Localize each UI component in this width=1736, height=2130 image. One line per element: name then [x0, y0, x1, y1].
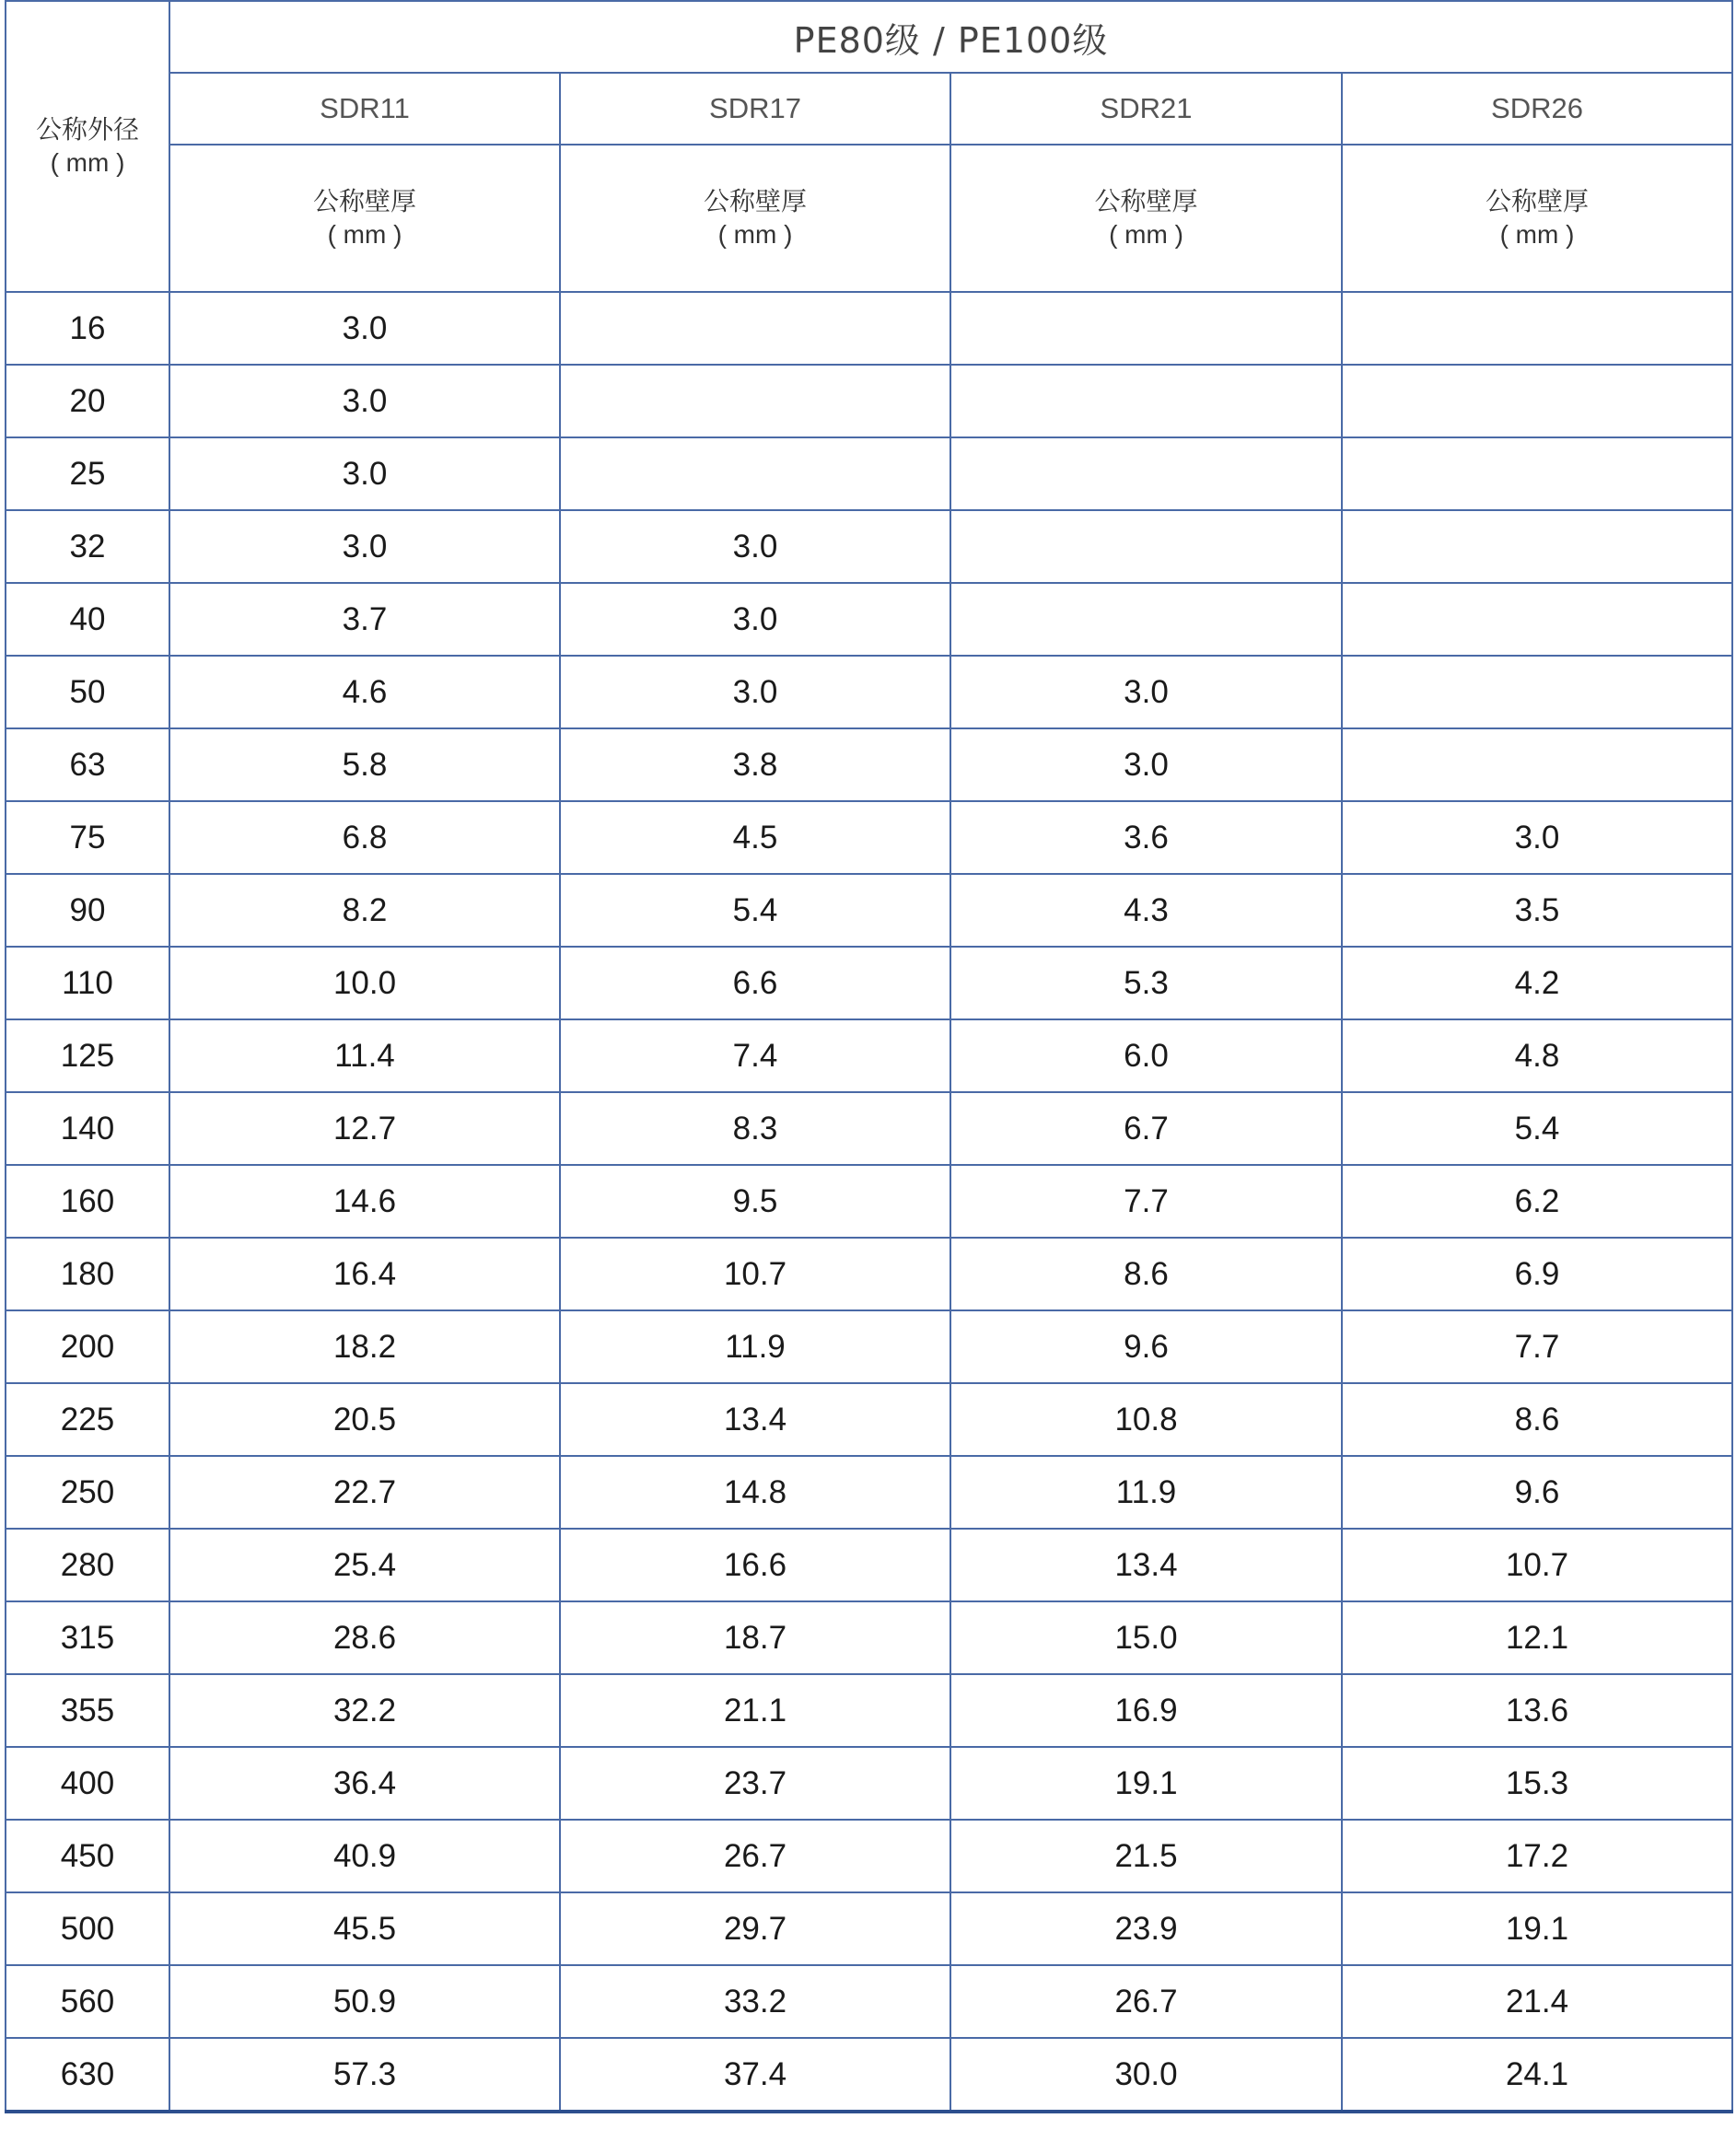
wall-thickness-cell: 18.7	[560, 1601, 950, 1674]
wall-thickness-cell: 4.3	[950, 874, 1342, 947]
wall-thickness-cell: 12.7	[169, 1092, 560, 1165]
table-row	[6, 510, 1732, 583]
wall-thickness-cell: 33.2	[560, 1965, 950, 2038]
table-row	[6, 1747, 1732, 1820]
table-row	[6, 874, 1732, 947]
wall-thickness-cell	[560, 292, 950, 365]
table-row	[6, 1383, 1732, 1456]
wall-thickness-cell: 57.3	[169, 2038, 560, 2112]
wall-thickness-cell: 6.7	[950, 1092, 1342, 1165]
wall-thickness-cell: 6.0	[950, 1019, 1342, 1092]
wall-thickness-cell	[1342, 728, 1732, 801]
nominal-diameter-cell: 450	[6, 1820, 169, 1892]
nominal-diameter-cell: 40	[6, 583, 169, 656]
nominal-diameter-cell: 32	[6, 510, 169, 583]
table-row	[6, 1019, 1732, 1092]
nominal-diameter-cell: 280	[6, 1529, 169, 1601]
wall-thickness-cell	[950, 510, 1342, 583]
nominal-diameter-cell: 63	[6, 728, 169, 801]
wall-thickness-cell: 16.6	[560, 1529, 950, 1601]
nominal-diameter-cell: 140	[6, 1092, 169, 1165]
wall-thickness-cell: 3.0	[169, 365, 560, 437]
wall-thickness-cell: 10.8	[950, 1383, 1342, 1456]
table-row	[6, 365, 1732, 437]
wall-thickness-cell: 20.5	[169, 1383, 560, 1456]
wall-thickness-cell: 19.1	[1342, 1892, 1732, 1965]
pipe-spec-table	[5, 0, 1733, 2113]
wall-thickness-cell: 5.4	[1342, 1092, 1732, 1165]
nominal-diameter-cell: 560	[6, 1965, 169, 2038]
wall-thickness-cell	[1342, 437, 1732, 510]
wall-thickness-cell: 18.2	[169, 1310, 560, 1383]
wall-thickness-cell: 21.1	[560, 1674, 950, 1747]
wall-thickness-cell: 19.1	[950, 1747, 1342, 1820]
wall-thickness-cell: 14.8	[560, 1456, 950, 1529]
wall-thickness-cell	[950, 583, 1342, 656]
wall-thickness-cell: 36.4	[169, 1747, 560, 1820]
table-row	[6, 1820, 1732, 1892]
table-row	[6, 947, 1732, 1019]
wall-thickness-cell: 10.7	[560, 1238, 950, 1310]
wall-thickness-cell: 3.0	[560, 583, 950, 656]
wall-thickness-cell: 7.7	[950, 1165, 1342, 1238]
table-row	[6, 1238, 1732, 1310]
wall-thickness-cell: 3.7	[169, 583, 560, 656]
wall-thickness-cell: 14.6	[169, 1165, 560, 1238]
table-row	[6, 2038, 1732, 2112]
wall-thickness-cell: 7.4	[560, 1019, 950, 1092]
wall-thickness-cell: 8.6	[1342, 1383, 1732, 1456]
wall-thickness-cell	[950, 365, 1342, 437]
wall-thickness-cell: 11.4	[169, 1019, 560, 1092]
sdr-header: SDR17	[560, 73, 950, 145]
table-row	[6, 1674, 1732, 1747]
nominal-diameter-cell: 250	[6, 1456, 169, 1529]
nominal-diameter-cell: 110	[6, 947, 169, 1019]
nominal-diameter-cell: 16	[6, 292, 169, 365]
material-grade-header: PE80级 / PE100级	[169, 1, 1732, 73]
nominal-diameter-label: 公称外径	[35, 114, 139, 145]
wall-thickness-unit: ( mm )	[1109, 220, 1183, 249]
table-row	[6, 1310, 1732, 1383]
wall-thickness-cell: 5.4	[560, 874, 950, 947]
wall-thickness-cell: 12.1	[1342, 1601, 1732, 1674]
wall-thickness-cell: 4.2	[1342, 947, 1732, 1019]
wall-thickness-cell	[950, 437, 1342, 510]
nominal-diameter-cell: 25	[6, 437, 169, 510]
wall-thickness-cell: 32.2	[169, 1674, 560, 1747]
wall-thickness-cell: 5.3	[950, 947, 1342, 1019]
table-row	[6, 1965, 1732, 2038]
wall-thickness-cell: 9.6	[950, 1310, 1342, 1383]
wall-thickness-cell: 3.0	[950, 656, 1342, 728]
wall-thickness-cell: 3.0	[169, 292, 560, 365]
wall-thickness-cell: 21.4	[1342, 1965, 1732, 2038]
wall-thickness-cell: 28.6	[169, 1601, 560, 1674]
wall-thickness-cell: 8.3	[560, 1092, 950, 1165]
wall-thickness-cell: 10.7	[1342, 1529, 1732, 1601]
wall-thickness-cell: 3.0	[169, 510, 560, 583]
wall-thickness-cell: 3.0	[560, 510, 950, 583]
wall-thickness-cell: 29.7	[560, 1892, 950, 1965]
wall-thickness-cell: 5.8	[169, 728, 560, 801]
wall-thickness-cell: 13.6	[1342, 1674, 1732, 1747]
wall-thickness-cell: 4.5	[560, 801, 950, 874]
wall-thickness-unit: ( mm )	[1499, 220, 1575, 249]
nominal-diameter-cell: 90	[6, 874, 169, 947]
wall-thickness-cell	[950, 292, 1342, 365]
table-row	[6, 728, 1732, 801]
table-row	[6, 437, 1732, 510]
wall-thickness-unit: ( mm )	[327, 220, 402, 249]
wall-thickness-cell	[560, 437, 950, 510]
wall-thickness-cell: 25.4	[169, 1529, 560, 1601]
wall-thickness-cell: 4.6	[169, 656, 560, 728]
wall-thickness-cell: 26.7	[950, 1965, 1342, 2038]
wall-thickness-cell: 50.9	[169, 1965, 560, 2038]
table-row	[6, 1892, 1732, 1965]
wall-thickness-cell: 40.9	[169, 1820, 560, 1892]
wall-thickness-cell: 11.9	[950, 1456, 1342, 1529]
wall-thickness-label: 公称壁厚	[1094, 186, 1198, 216]
nominal-diameter-header	[6, 1, 169, 292]
wall-thickness-cell	[1342, 292, 1732, 365]
wall-thickness-cell: 23.9	[950, 1892, 1342, 1965]
wall-thickness-unit: ( mm )	[717, 220, 793, 249]
nominal-diameter-cell: 355	[6, 1674, 169, 1747]
spec-table-container	[5, 0, 1731, 2113]
wall-thickness-cell: 13.4	[560, 1383, 950, 1456]
table-row	[6, 1092, 1732, 1165]
wall-thickness-cell: 24.1	[1342, 2038, 1732, 2112]
table-row	[6, 583, 1732, 656]
wall-thickness-label: 公称壁厚	[1486, 186, 1590, 216]
wall-thickness-cell: 21.5	[950, 1820, 1342, 1892]
nominal-diameter-cell: 500	[6, 1892, 169, 1965]
wall-thickness-label: 公称壁厚	[312, 186, 416, 216]
nominal-diameter-cell: 400	[6, 1747, 169, 1820]
table-row	[6, 1165, 1732, 1238]
sdr-header: SDR21	[950, 73, 1342, 145]
nominal-diameter-cell: 630	[6, 2038, 169, 2112]
wall-thickness-cell: 3.6	[950, 801, 1342, 874]
wall-thickness-header	[169, 145, 560, 292]
table-row	[6, 1456, 1732, 1529]
nominal-diameter-cell: 75	[6, 801, 169, 874]
nominal-diameter-cell: 50	[6, 656, 169, 728]
wall-thickness-cell: 16.9	[950, 1674, 1342, 1747]
wall-thickness-cell: 3.0	[169, 437, 560, 510]
nominal-diameter-cell: 160	[6, 1165, 169, 1238]
wall-thickness-cell: 3.8	[560, 728, 950, 801]
wall-thickness-cell	[1342, 365, 1732, 437]
wall-thickness-label: 公称壁厚	[703, 186, 807, 216]
sdr-header: SDR26	[1342, 73, 1732, 145]
wall-thickness-cell: 4.8	[1342, 1019, 1732, 1092]
wall-thickness-cell: 7.7	[1342, 1310, 1732, 1383]
nominal-diameter-cell: 225	[6, 1383, 169, 1456]
wall-thickness-cell: 8.6	[950, 1238, 1342, 1310]
wall-thickness-header	[560, 145, 950, 292]
wall-thickness-cell: 3.0	[950, 728, 1342, 801]
wall-thickness-cell: 22.7	[169, 1456, 560, 1529]
wall-thickness-cell: 30.0	[950, 2038, 1342, 2112]
wall-thickness-cell: 6.6	[560, 947, 950, 1019]
wall-thickness-cell	[1342, 656, 1732, 728]
wall-thickness-cell: 8.2	[169, 874, 560, 947]
wall-thickness-cell: 13.4	[950, 1529, 1342, 1601]
wall-thickness-cell: 16.4	[169, 1238, 560, 1310]
wall-thickness-cell: 9.5	[560, 1165, 950, 1238]
wall-thickness-cell: 6.2	[1342, 1165, 1732, 1238]
wall-thickness-cell	[1342, 583, 1732, 656]
sdr-header: SDR11	[169, 73, 560, 145]
wall-thickness-cell: 15.3	[1342, 1747, 1732, 1820]
wall-thickness-cell	[560, 365, 950, 437]
nominal-diameter-cell: 180	[6, 1238, 169, 1310]
nominal-diameter-unit: ( mm )	[50, 148, 125, 177]
spec-table-body	[6, 292, 1732, 2112]
wall-thickness-cell: 26.7	[560, 1820, 950, 1892]
table-row	[6, 1601, 1732, 1674]
table-row	[6, 1529, 1732, 1601]
table-row	[6, 292, 1732, 365]
wall-thickness-cell: 11.9	[560, 1310, 950, 1383]
wall-thickness-cell	[1342, 510, 1732, 583]
wall-thickness-cell: 3.5	[1342, 874, 1732, 947]
wall-thickness-cell: 37.4	[560, 2038, 950, 2112]
wall-thickness-cell: 45.5	[169, 1892, 560, 1965]
table-row	[6, 656, 1732, 728]
wall-thickness-cell: 17.2	[1342, 1820, 1732, 1892]
table-row	[6, 801, 1732, 874]
nominal-diameter-cell: 125	[6, 1019, 169, 1092]
wall-thickness-cell: 6.9	[1342, 1238, 1732, 1310]
wall-thickness-cell: 23.7	[560, 1747, 950, 1820]
wall-thickness-header	[950, 145, 1342, 292]
nominal-diameter-cell: 200	[6, 1310, 169, 1383]
wall-thickness-header	[1342, 145, 1732, 292]
nominal-diameter-cell: 315	[6, 1601, 169, 1674]
wall-thickness-cell: 9.6	[1342, 1456, 1732, 1529]
wall-thickness-cell: 3.0	[1342, 801, 1732, 874]
wall-thickness-cell: 10.0	[169, 947, 560, 1019]
wall-thickness-cell: 6.8	[169, 801, 560, 874]
wall-thickness-cell: 15.0	[950, 1601, 1342, 1674]
wall-thickness-cell: 3.0	[560, 656, 950, 728]
nominal-diameter-cell: 20	[6, 365, 169, 437]
